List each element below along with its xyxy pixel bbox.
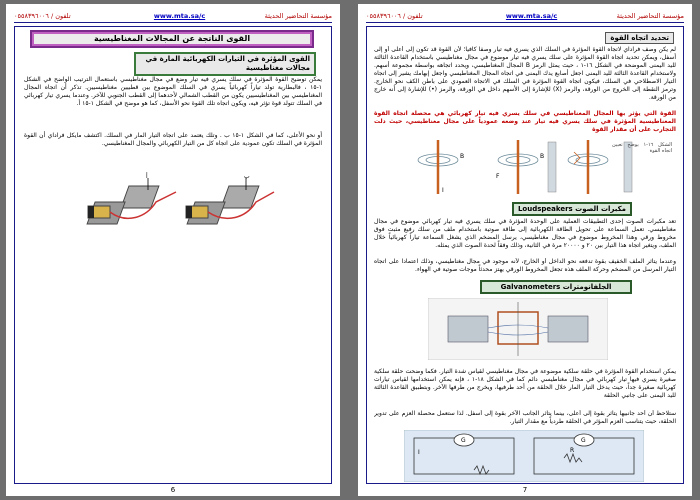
header-phone: تلفون / ٠٥٥٨٣٩٦٠٠٦ (14, 12, 71, 20)
galvanometer-figure (428, 298, 608, 360)
paragraph-intro (24, 76, 322, 108)
magnet-battery-figure (86, 172, 276, 232)
paragraph-2: تذكر أن اتجاه المجال المغناطيسي بين المغناطيسيين يكون من القطب الشمالي لأحدهما إلى القطب الجنوبي للآخر. وعندما يسري تيار كهربائي في السلك تتولد قوة تؤثر فيه، ويكون اتجاه تلك القوة نحو الأسفل، كما هو موضح في الشكل ١-١٥ أ. (24, 84, 322, 107)
section-heading-galvanometers: الجلفانومترات Galvanometers (480, 280, 632, 294)
page-number: 6 (170, 486, 176, 494)
circuit-label-r: R (570, 447, 575, 454)
chapter-title: القوى الناتجة عن المجالات المغناطيسية (30, 30, 314, 48)
highlight-text: القوة التي يؤثر بها المجال المغناطيسي في سلك يسري فيه تيار كهربائي هي محصلة اتجاه القوة المغناطيسية المؤثرة في سلك يسري فيه تيار عند وضعه عمودياً على مجال مغناطيسي، حيث دلت التجارب على أن مقدار القوة (374, 110, 676, 133)
header-website-link[interactable]: www.mta.sa/c (153, 12, 206, 20)
header-website-link[interactable]: www.mta.sa/c (505, 12, 558, 20)
right-page (358, 4, 692, 496)
setup-a (87, 172, 176, 224)
section-heading-force-on-currents: القوى المؤثرة في التيارات الكهربائية المارة في مجالات مغناطيسية (134, 52, 316, 76)
figure-label-b: ب (244, 173, 250, 180)
page-header (366, 10, 684, 23)
label-i: I (442, 187, 444, 194)
paragraph-galvanometers: يمكن استخدام القوة المؤثرة في حلقة سلكية موضوعة في مجال مغناطيسي لقياس شدة التيار. فكما وضحت حلقة سلكية صغيرة يسري فيها تيار كهربائي في مجال مغناطيسي دائم كما في الشكل ١٨-١ ، فإنه يمكن استخدامها لقياس تيارات كهربائية صغيرة جداً، حيث يدخل التيار المار خلال الحلقة من أحد طرفيها، ويخرج من طرفها الآخر. وبتطبيق القاعدة الثالثة لليد اليمنى على جانبي الحلقة (374, 368, 676, 399)
circuit-label-g2: G (581, 437, 586, 444)
header-institution: مؤسسة التحاضير الحديثة (616, 12, 684, 20)
paragraph-loudspeakers-2: وعندما يتأثر الملف الخفيف بقوة تدفعه نحو الداخل أو الخارج، لأنه موجود في مجال مغناطيسي، وذلك اعتماداً على اتجاه التيار المرسل من المضخم وحركة الملف هذه تجعل المخروط الورقي يهتز محدثاً موجات صوتية في الهواء. (374, 258, 676, 273)
label-f: F (496, 173, 500, 180)
circuit-diagrams (404, 430, 644, 482)
paragraph-faraday: أو نحو الأعلى، كما في الشكل ١-١٥ ب . وتلك يعتمد على اتجاه التيار المار في السلك. اكتشف مايكل فراداي أن القوة المؤثرة في السلك تكون عمودية على اتجاه كل من التيار الكهربائي والمجال المغناطيسي. (24, 132, 322, 147)
setup-b (186, 173, 274, 224)
paragraph-galvanometers-2: ستلاحظ أن أحد جانبيها يتأثر بقوة إلى أعلى، بينما يتأثر الجانب الآخر بقوة إلى أسفل. لذا ستعمل محصلة العزم على تدوير الحلقة، حيث يتناسب العزم المؤثر في الحلقة طردياً مع مقدار التيار. (374, 410, 676, 425)
right-hand-rule-diagram (398, 138, 648, 198)
circuit-label-i: I (418, 449, 420, 456)
page-number: 7 (522, 486, 528, 494)
diagram-caption: الشكل ١٦-١ يوضح تعيين اتجاه القوة (612, 142, 672, 154)
circuit-label-g1: G (461, 437, 466, 444)
section-heading-loudspeakers: مكبرات الصوت Loudspeakers (512, 202, 632, 216)
page-header (14, 10, 332, 23)
left-page (6, 4, 340, 496)
paragraph-force-direction: لم يكن وصف فراداي لاتجاه القوة المؤثرة في السلك الذي يسري فيه تيار وصفاً كافياً؛ لأن القوة قد تكون إلى أعلى أو إلى أسفل، ويمكن تحديد اتجاه القوة المؤثرة على سلك يسري فيه تيار موضوع في مجال مغناطيسي باستخدام القاعدة الثالثة لليد اليمنى الموضحة في الشكل ١٦-١ ، حيث يمثل الرمز B المجال المغناطيسي، ويحدد اتجاهه بواسطة مجموعة أسهم. ولاستخدام القاعدة الثالثة لليد اليمنى اجعل أصابع يدك اليمنى في اتجاه المجال المغناطيسي واجعل إبهامك يشير إلى اتجاه التيار الاصطلاحي في السلك، فيكون اتجاه القوة المؤثرة في السلك في الاتجاه العمودي على باطن الكف نحو الخارج. وترمز النقطة إلى الخروج من الورقة، والرمز (X) للإشارة إلى الأسهم داخل في الورقة، والرمز (•) للإشارة إلى أنه خارج من الورقة. (374, 46, 676, 101)
label-b-1: B (460, 153, 465, 160)
label-b-2: B (540, 153, 545, 160)
paragraph-loudspeakers: تعد مكبرات الصوت إحدى التطبيقات العملية على الوحدة المؤثرة في سلك يسري فيه تيار كهربائي موضوع في مجال مغناطيسي. تعمل السماعة على تحويل الطاقة الكهربائية إلى طاقة صوتية باستخدام ملف من سلك رفيع مثبت فوق مخروط ورقي وهذا المخروط موضوع في مجال مغناطيسي، يرسل المضخم الذي يشغل السماعة تياراً كهربائياً خلال الملف، ويتغير اتجاه هذا التيار بين ٢٠ و ٢٠٠٠٠ مرة في الثانية، وذلك وفقاً لحدة الصوت الذي يمثله. (374, 218, 676, 249)
section-heading-force-direction: تحديد اتجاه القوة (605, 32, 674, 44)
paragraph-force-highlight (374, 110, 676, 134)
paragraph-1: يمكن توضيح القوة المؤثرة في سلك يسري فيه تيار وضع في مجال مغناطيسي باستعمال الترتيب الواضح في الشكل ١-١٥ ، فالبطارية تولد تياراً كهربائياً يسري في السلك الموضوع بين قطبيين مغناطيسيين. (24, 76, 322, 91)
header-phone: تلفون / ٠٥٥٨٣٩٦٠٠٦ (366, 12, 423, 20)
header-institution: مؤسسة التحاضير الحديثة (264, 12, 332, 20)
figure-label-a: أ (146, 173, 148, 180)
